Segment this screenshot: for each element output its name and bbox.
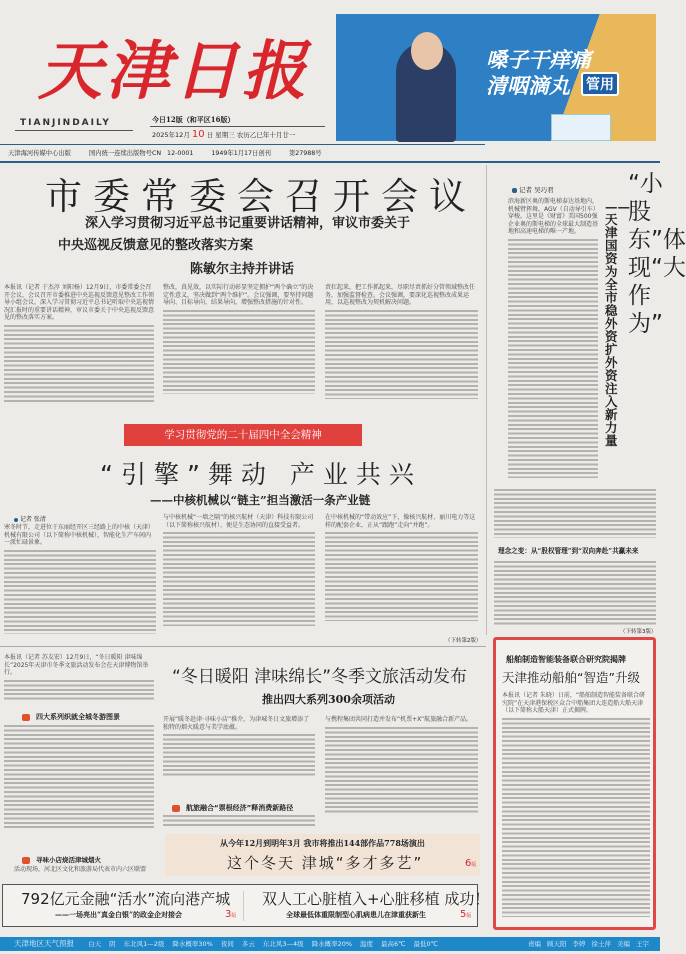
- credit-item: 美编: [617, 940, 630, 948]
- weather-item: 多云: [241, 940, 255, 948]
- masthead-logo-en: TIANJINDAILY: [20, 118, 111, 128]
- teaser-title: 792亿元金融“活水”流向港产城: [21, 890, 231, 908]
- divider: [150, 126, 325, 127]
- weather-item: 东北风3—4级: [262, 940, 304, 948]
- weather-item: 温度: [360, 940, 374, 948]
- edition-info: 今日12版（和平区16版）: [152, 115, 235, 124]
- story3-col-2: 开展“暖冬赴津·寻味小店”推介，为津城冬日文旅增添了独特的烟火暖意与美学底蕴。: [163, 716, 315, 788]
- credit-item: 顾天阳: [547, 940, 567, 948]
- weather-item: 白天: [88, 940, 102, 948]
- teaser-1[interactable]: [3, 885, 243, 925]
- story2-headline[interactable]: “引擎”舞动 产业共兴: [100, 460, 422, 489]
- weather-item: 夜间: [220, 940, 234, 948]
- story3-subtitle: 推出四大系列300余项活动: [262, 693, 395, 706]
- promo-line-1: 从今年12月到明年3月 我市将推出144部作品778场演出: [220, 838, 425, 848]
- weather-label: 天津地区天气预报: [14, 939, 74, 948]
- publisher: 天津海河传媒中心出版: [8, 150, 71, 157]
- promo-page: 6版: [465, 858, 477, 869]
- weather-item: 最高6℃: [381, 940, 406, 948]
- divider: [0, 144, 485, 145]
- credit-item: 王宇: [636, 940, 649, 948]
- right-section-heading: 理念之变：从“股权管理”到“双向奔赴”共赢未来: [498, 547, 639, 555]
- story2-col-2: 与中核机械“一墙之隔”的核兴航材（天津）科技有限公司（以下简称核兴航材），便是生态协同的直接受益者。: [163, 514, 315, 634]
- ad-badge: 管用: [581, 72, 619, 96]
- divider: [243, 891, 244, 921]
- box-kicker: 船舶制造智能装备联合研究院揭牌: [506, 654, 626, 664]
- right-body-2: [494, 560, 656, 625]
- right-subtitle: ——天津国资为全市稳外资扩外资注入新力量: [605, 199, 630, 448]
- right-body-continued: [494, 488, 656, 538]
- right-headline[interactable]: “小股东”体现“大作为”: [628, 171, 686, 337]
- right-byline: 记者 吴巧君: [512, 185, 554, 194]
- story3-col-3: 与携程集团共同打造并发布“机票+X”航旅融合新产品。: [325, 716, 478, 826]
- box-body: 本报讯（记者 朱晓）日前，“船舶制造智能装备联合研究院”在天津港保税区众合中船集团大连造船大船天津（以下简称大船天津）正式揭牌。: [502, 692, 650, 926]
- weather-bar: [0, 937, 660, 951]
- ad-product-box: [551, 114, 611, 141]
- teaser-box: [2, 884, 490, 927]
- lead-col-2: 整改，真见效，以实际行动彰显坚定拥护“两个确立”的决定性意义，坚决做到“两个维护”。会议强调，要坚持问题导向、目标导向、结果导向，增强整改措施的针对性。: [163, 284, 315, 412]
- story2-subtitle: ——中核机械以“链主”担当激活一条产业链: [150, 493, 371, 507]
- story3-col-2-body: [163, 814, 315, 826]
- right-body: 滨海新区奥的斯电梯泰达基地内，机械臂挥舞，AGV（自动导引车）穿梭。这里是《财富》美国500强企业奥的斯电梯的全球最大制造基地和高速电梯的唯一产地。: [508, 198, 598, 488]
- ad-headline-1: 嗓子干痒痛: [486, 48, 591, 72]
- section-icon: [172, 805, 180, 812]
- credit-item: 徐士萍: [591, 940, 611, 948]
- teaser-page: 5版: [460, 909, 472, 920]
- lead-subtitle-3: 陈敏尔主持并讲话: [190, 262, 295, 277]
- date-suffix: 日 星期三 农历乙巳年十月廿一: [206, 131, 296, 139]
- divider: [15, 130, 133, 131]
- story3-section-3: 寻味小店烧活津城烟火: [22, 855, 101, 864]
- divider: [486, 165, 487, 635]
- box-title: 天津推动船舶“智造”升级: [502, 670, 640, 685]
- story2-byline: 记者 张清: [14, 514, 46, 523]
- story3-section-2: 航旅融合“票根经济”释消费新路径: [172, 803, 293, 813]
- credit-item: 责编: [528, 940, 541, 948]
- cn-number: 国内统一连续出版物号CN 12-0001: [88, 150, 194, 157]
- lead-col-3: 责扛起来，把工作抓起来，尽职尽责抓好分管领域整改任务，加强监督检查。会议强调，要深化巡视整改成果运用，以巡视整改为契机解决问题。: [325, 284, 478, 412]
- promo-line-2: 这个冬天 津城“多才多艺”: [227, 854, 424, 872]
- lead-subtitle-2: 中央巡视反馈意见的整改落实方案: [58, 238, 254, 253]
- ad-headline-2: 清咽滴丸: [486, 74, 570, 98]
- right-continue[interactable]: （下转第3版）: [620, 629, 657, 635]
- lead-headline[interactable]: 市委常委会召开会议: [45, 175, 477, 218]
- weather-item: 最低0℃: [413, 940, 438, 948]
- date-prefix: 2025年12月: [152, 131, 190, 139]
- weather-item: 阴: [109, 940, 116, 948]
- weather-item: 降水概率30%: [172, 940, 213, 948]
- teaser-subtitle: 全球最低体重限制型心肌病患儿在津重获新生: [286, 910, 426, 919]
- advertisement[interactable]: [336, 14, 656, 141]
- section-icon: [22, 857, 30, 864]
- masthead-logo: 天津日报: [38, 34, 310, 109]
- issue-date: [152, 129, 295, 140]
- publication-info: [8, 148, 322, 157]
- issue-number: 第27988号: [288, 150, 322, 157]
- lead-subtitle-1: 深入学习贯彻习近平总书记重要讲话精神，审议市委关于: [85, 216, 411, 231]
- story3-lead: 本报讯（记者 苏友宏）12月9日，“冬日暖阳 津味绵长”2025年天津市冬季文旅活动发布会在天津博物馆举行。: [4, 654, 154, 708]
- date-day: 10: [191, 129, 205, 140]
- story2-col-1: 寒冬时节，走进位于东丽经开区三经路上的中核（天津）机械有限公司（以下简称中核机械），智能化生产车间内一派忙碌景象。: [4, 524, 156, 636]
- section-banner: 学习贯彻党的二十届四中全会精神: [124, 424, 362, 446]
- divider: [0, 161, 660, 163]
- story3-col-1-body: [4, 724, 154, 829]
- credit-item: 李婷: [572, 940, 586, 948]
- ad-model-face: [411, 32, 443, 70]
- section-icon: [22, 714, 30, 721]
- weather-item: 降水概率20%: [311, 940, 353, 948]
- featured-box[interactable]: [493, 637, 656, 930]
- teaser-2[interactable]: [248, 885, 490, 925]
- teaser-subtitle: ——一场亮出“真金白银”的政金企对接会: [55, 910, 183, 919]
- weather-item: 东北风1—2级: [123, 940, 165, 948]
- story3-sec3-text: 活动现场，河北区文化和旅游局代表市内六区联盟: [14, 866, 147, 873]
- founded-date: 1949年1月17日创刊: [211, 150, 271, 157]
- story2-col-3: 在中核机械的“带动效应”下，像核兴航材、丽川电力等这样的配套企业，正从“跟跑”走向“并跑”。: [325, 514, 478, 632]
- story3-section-1: 四大系列织就全城冬游图景: [22, 712, 120, 722]
- teaser-title: 双人工心脏植入+心脏移植 成功！: [262, 890, 490, 908]
- promo-box[interactable]: [165, 834, 480, 876]
- teaser-page: 3版: [225, 909, 237, 920]
- story3-headline[interactable]: “冬日暖阳 津味绵长”冬季文旅活动发布: [172, 667, 468, 687]
- story2-continue[interactable]: （下转第2版）: [445, 638, 482, 644]
- divider: [0, 646, 486, 647]
- lead-col-1: 本报讯（记者 于杰淳 刘阳杨）12月9日，市委常委会召开会议，会议召开市委推进中央巡视反馈意见整改工作领导小组会议，深入学习贯彻习近平总书记听取中央巡视情况汇报时的重要讲话精神，审议市委关于中央巡视反馈意见的整改落实方案。: [4, 284, 154, 412]
